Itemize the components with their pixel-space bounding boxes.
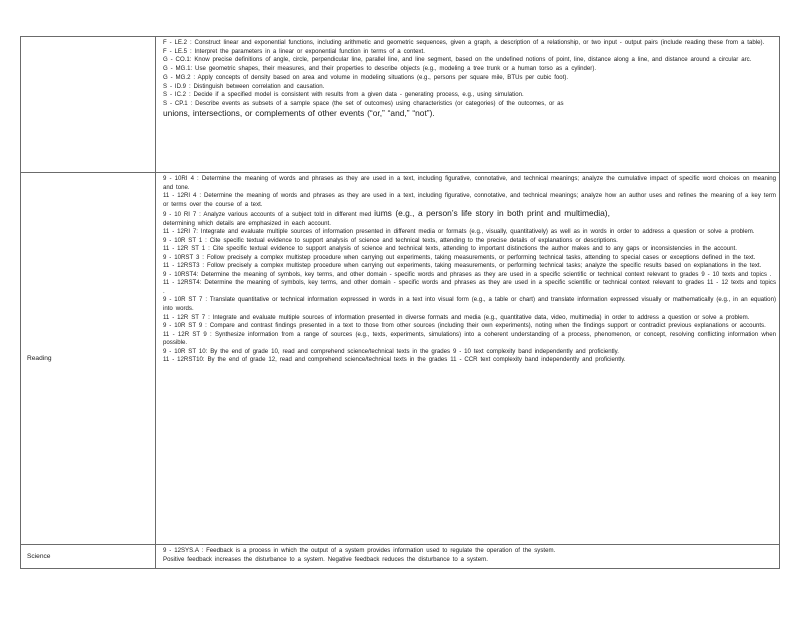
standard-line <box>163 74 776 83</box>
standard-line <box>163 314 776 323</box>
standard-line <box>163 175 776 192</box>
standard-line <box>163 237 776 246</box>
standards-table <box>20 36 780 569</box>
standard-text: 11 - 12RST4: Determine the meaning of symbols, key terms, and other domain - specific words and phrases as they are used in a specific scientific or technical context relevant to grades 11 - 12 texts and topics . <box>163 279 776 295</box>
standard-line <box>163 209 776 220</box>
standard-line <box>163 348 776 357</box>
math-standards-cell <box>156 37 780 173</box>
standard-line <box>163 83 776 92</box>
standard-line <box>163 547 776 556</box>
standard-line <box>163 271 776 280</box>
standard-line <box>163 296 776 313</box>
standard-text: S - IC.2 : Decide if a specified model is consistent with results from a given data - generating process, e.g., using simulation. <box>163 91 524 99</box>
standard-text: S - CP.1 : Describe events as subsets of a sample space (the set of outcomes) using characteristics (or categories) of the outcomes, or as <box>163 99 564 107</box>
reading-category-cell <box>21 173 156 545</box>
standard-line <box>163 65 776 74</box>
standard-text: 9 - 10R ST 9 : Compare and contrast findings presented in a text to those from other sources (including their own experiments), noting when the findings support or contradict previous explanations or accounts. <box>163 322 766 330</box>
standard-line <box>163 91 776 100</box>
math-category-cell <box>21 37 156 173</box>
standard-text: 9 - 12SYS.A : Feedback is a process in which the output of a system provides information used to regulate the operation of the system. <box>163 547 556 554</box>
standard-text-emphasis: iums (e.g., a person’s life story in both print and multimedia), <box>374 208 610 219</box>
standard-line <box>163 245 776 254</box>
reading-standards-cell <box>156 173 780 545</box>
standard-text: G - CO.1: Know precise definitions of angle, circle, perpendicular line, parallel line, and line segment, based on the undefined notions of point, line, distance along a line, and distance around a circular arc. <box>163 56 752 64</box>
standard-line <box>163 254 776 263</box>
standard-line <box>163 48 776 57</box>
standard-text: 11 - 12RI 7: Integrate and evaluate multiple sources of information presented in different media or formats (e.g., visually, quantitatively) as well as in words in order to address a question or solve a problem. <box>163 228 755 236</box>
standard-text: 11 - 12RI 4 : Determine the meaning of words and phrases as they are used in a text, including figurative, connotative, and technical meanings; analyze how an author uses and refines the meaning of a key term or terms over the course of a text. <box>163 192 776 208</box>
standard-text: 11 - 12R ST 1 : Cite specific textual evidence to support analysis of science and technical texts, attending to important distinctions the author makes and to any gaps or inconsistencies in the account. <box>163 245 737 253</box>
standard-text: 9 - 10R ST 10: By the end of grade 10, read and comprehend science/technical texts in the grades 9 - 10 text complexity band independently and proficiently. <box>163 347 619 355</box>
standard-line <box>163 322 776 331</box>
standard-line <box>163 556 776 565</box>
science-standards-cell <box>156 545 780 569</box>
standard-line <box>163 220 776 229</box>
standard-text: 9 - 10R ST 1 : Cite specific textual evidence to support analysis of science and technical texts, attending to the precise details of explanations or descriptions. <box>163 236 618 244</box>
standard-text: Positive feedback increases the disturbance to a system. Negative feedback reduces the disturbance to a system. <box>163 555 488 563</box>
standard-line <box>163 39 776 48</box>
standard-line <box>163 331 776 348</box>
standard-line <box>163 356 776 365</box>
standard-line <box>163 279 776 296</box>
standard-text: unions, intersections, or complements of other events (“or,” “and,” “not”). <box>163 107 435 118</box>
math-row <box>21 37 780 173</box>
standard-text: G - MG.2 : Apply concepts of density based on area and volume in modeling situations (e.g., persons per square mile, BTUs per cubic foot). <box>163 73 569 81</box>
standard-text: 9 - 10RST4: Determine the meaning of symbols, key terms, and other domain - specific words and phrases as they are used in a specific scientific or technical context relevant to grades 9 - 10 texts and topics . <box>163 270 772 278</box>
science-category-cell <box>21 545 156 569</box>
standard-text: F - LE.5 : Interpret the parameters in a linear or exponential function in terms of a context. <box>163 47 425 55</box>
reading-category-label: Reading <box>27 355 52 362</box>
standard-text: G - MG.1: Use geometric shapes, their measures, and their properties to describe objects (e.g., modeling a tree trunk or a human torso as a cylinder). <box>163 65 597 73</box>
standard-text: F - LE.2 : Construct linear and exponential functions, including arithmetic and geometric sequences, given a graph, a description of a relationship, or two input - output pairs (include reading these from a table). <box>163 39 765 46</box>
standard-line <box>163 109 776 118</box>
standard-text: 11 - 12RST3 : Follow precisely a complex multistep procedure when carrying out experiments, taking measurements, or performing technical tasks; analyze the specific results based on explanations in the text. <box>163 262 762 270</box>
standard-text: 9 - 10R ST 7 : Translate quantitative or technical information expressed in words in a text into visual form (e.g., a table or chart) and translate information expressed visually or mathematically (e.g., in an equation) into words. <box>163 296 776 312</box>
standard-text: 11 - 12R ST 9 : Synthesize information from a range of sources (e.g., texts, experiments, simulations) into a coherent understanding of a process, phenomenon, or concept, resolving conflicting information when possible. <box>163 330 776 347</box>
standard-text: 9 - 10RST 3 : Follow precisely a complex multistep procedure when carrying out experiments, taking measurements, or performing technical tasks, attending to special cases or exceptions defined in the text. <box>163 253 756 261</box>
standard-text: 11 - 12R ST 7 : Integrate and evaluate multiple sources of information presented in diverse formats and media (e.g., quantitative data, video, multimedia) in order to address a question or solve a problem. <box>163 313 750 321</box>
standard-line <box>163 262 776 271</box>
standard-text: S - ID.9 : Distinguish between correlation and causation. <box>163 82 325 90</box>
standard-line <box>163 228 776 237</box>
standard-text: 9 - 10 RI 7 : Analyze various accounts of a subject told in different med <box>163 211 372 219</box>
standard-text: 11 - 12RST10: By the end of grade 12, read and comprehend science/technical texts in the grades 11 - CCR text complexity band independently and proficiently. <box>163 356 626 364</box>
science-row <box>21 545 780 569</box>
science-category-label: Science <box>27 553 51 560</box>
standard-text: determining which details are emphasized in each account. <box>163 219 331 227</box>
standard-text: 9 - 10RI 4 : Determine the meaning of words and phrases as they are used in a text, including figurative, connotative, and technical meanings; analyze the cumulative impact of specific word choices on meaning and tone. <box>163 175 776 191</box>
standard-line <box>163 192 776 209</box>
standard-line <box>163 56 776 65</box>
reading-row <box>21 173 780 545</box>
